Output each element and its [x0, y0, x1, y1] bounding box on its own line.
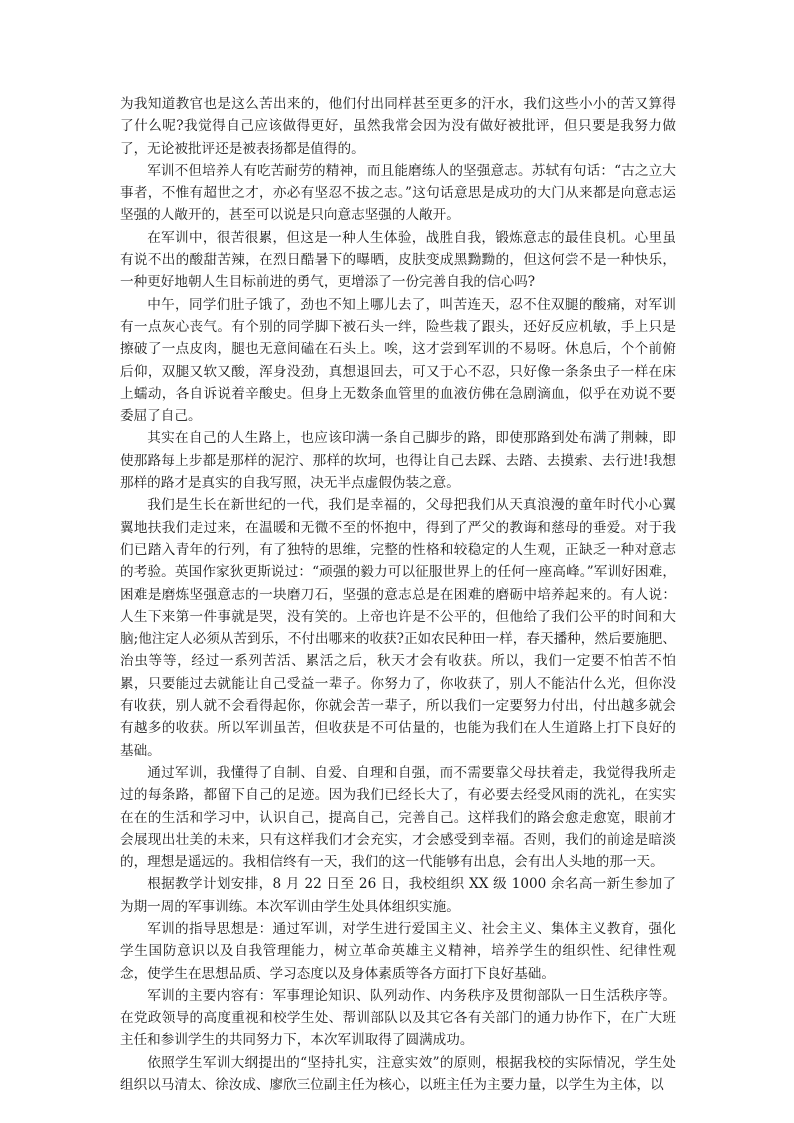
paragraph-5: 其实在自己的人生路上，也应该印满一条自己脚步的路，即使那路到处布满了荆棘，即使那路每上步都是那样的泥泞、那样的坎坷，也得让自己去踩、去踏、去摸索、去行进!我想那样的路才是真实的自我写照，决无半点虚假伪装之意。	[120, 430, 676, 492]
paragraph-9: 军训的指导思想是：通过军训，对学生进行爱国主义、社会主义、集体主义教育，强化学生国防意识以及自我管理能力，树立革命英雄主义精神，培养学生的组织性、纪律性观念，使学生在思想品质、学习态度以及身体素质等各方面打下良好基础。	[120, 920, 676, 982]
paragraph-1: 为我知道教官也是这么苦出来的，他们付出同样甚至更多的汗水，我们这些小小的苦又算得了什么呢?我觉得自己应该做得更好，虽然我常会因为没有做好被批评，但只要是我努力做了，无论被批评还是被表扬都是值得的。	[120, 96, 676, 157]
paragraph-6: 我们是生长在新世纪的一代，我们是幸福的，父母把我们从天真浪漫的童年时代小心翼翼地扶我们走过来，在温暖和无微不至的怀抱中，得到了严父的教诲和慈母的垂爱。对于我们已踏入青年的行列，有了独特的思维，完整的性格和较稳定的人生观，正缺乏一种对意志的考验。英国作家狄更斯说过：“顽强的毅力可以征服世界上的任何一座高峰。”军训好困难，困难是磨炼坚强意志的一块磨刀石，坚强的意志总是在困难的磨砺中培养起来的。有人说：人生下来第一件事就是哭，没有笑的。上帝也许是不公平的，但他给了我们公平的时间和大脑;他注定人必须从苦到乐，不付出哪来的收获?正如农民种田一样，春天播种，然后要施肥、治虫等等，经过一系列苦活、累活之后，秋天才会有收获。所以，我们一定要不怕苦不怕累，只要能过去就能让自己受益一辈子。你努力了，你收获了，别人不能沾什么光，但你没有收获，别人就不会看得起你，你就会苦一辈子，所以我们一定要努力付出，付出越多就会有越多的收获。所以军训虽苦，但收获是不可估量的，也能为我们在人生道路上打下良好的基础。	[120, 497, 676, 759]
paragraph-3: 在军训中，很苦很累，但这是一种人生体验，战胜自我，锻炼意志的最佳良机。心里虽有说不出的酸甜苦辣，在烈日酷暑下的曝晒，皮肤变成黑黝黝的，但这何尝不是一种快乐，一种更好地朝人生目标前进的勇气，更增添了一份完善自我的信心吗?	[120, 229, 676, 291]
paragraph-4: 中午，同学们肚子饿了，劲也不知上哪儿去了，叫苦连天，忍不住双腿的酸痛，对军训有一点灰心丧气。有个别的同学脚下被石头一绊，险些栽了跟头，还好反应机敏，手上只是擦破了一点皮肉，腿也无意间磕在石头上。唉，这才尝到军训的不易呀。休息后，个个前俯后仰，双腿又软又酸，浑身没劲，真想退回去，可又于心不忍，只好像一条条虫子一样在床上蠕动，各自诉说着辛酸史。但身上无数条血管里的血液仿佛在急剧滴血，似乎在劝说不要委屈了自己。	[120, 296, 676, 425]
paragraph-2: 军训不但培养人有吃苦耐劳的精神，而且能磨练人的坚强意志。苏轼有句话：“古之立大事者，不惟有超世之才，亦必有坚忍不拔之志。”这句话意思是成功的大门从来都是向意志运坚强的人敞开的，甚至可以说是只向意志坚强的人敞开。	[120, 162, 676, 224]
paragraph-11: 依照学生军训大纲提出的“坚持扎实，注意实效”的原则，根据我校的实际情况，学生处组织以马清太、徐汝成、廖欣三位副主任为核心，以班主任为主要力量，以学生为主体，以	[120, 1054, 676, 1094]
paragraph-10: 军训的主要内容有：军事理论知识、队列动作、内务秩序及贯彻部队一日生活秩序等。在党政领导的高度重视和校学生处、帮训部队以及其它各有关部门的通力协作下，在广大班主任和参训学生的共同努力下，本次军训取得了圆满成功。	[120, 987, 676, 1049]
document-page	[120, 93, 676, 1096]
paragraph-8: 根据教学计划安排，8 月 22 日至 26 日，我校组织 XX 级 1000 余名高一新生参加了为期一周的军事训练。本次军训由学生处具体组织实施。	[120, 876, 676, 915]
paragraph-7: 通过军训，我懂得了自制、自爱、自理和自强，而不需要靠父母扶着走，我觉得我所走过的每条路，都留下自己的足迹。因为我们已经长大了，有必要去经受风雨的洗礼，在实实在在的生活和学习中，认识自己，提高自己，完善自己。这样我们的路会愈走愈宽，眼前才会展现出壮美的未来，只有这样我们才会充实，才会感受到幸福。否则，我们的前途是暗淡的，理想是遥远的。我相信终有一天，我们的这一代能够有出息，会有出人头地的那一天。	[120, 764, 676, 871]
